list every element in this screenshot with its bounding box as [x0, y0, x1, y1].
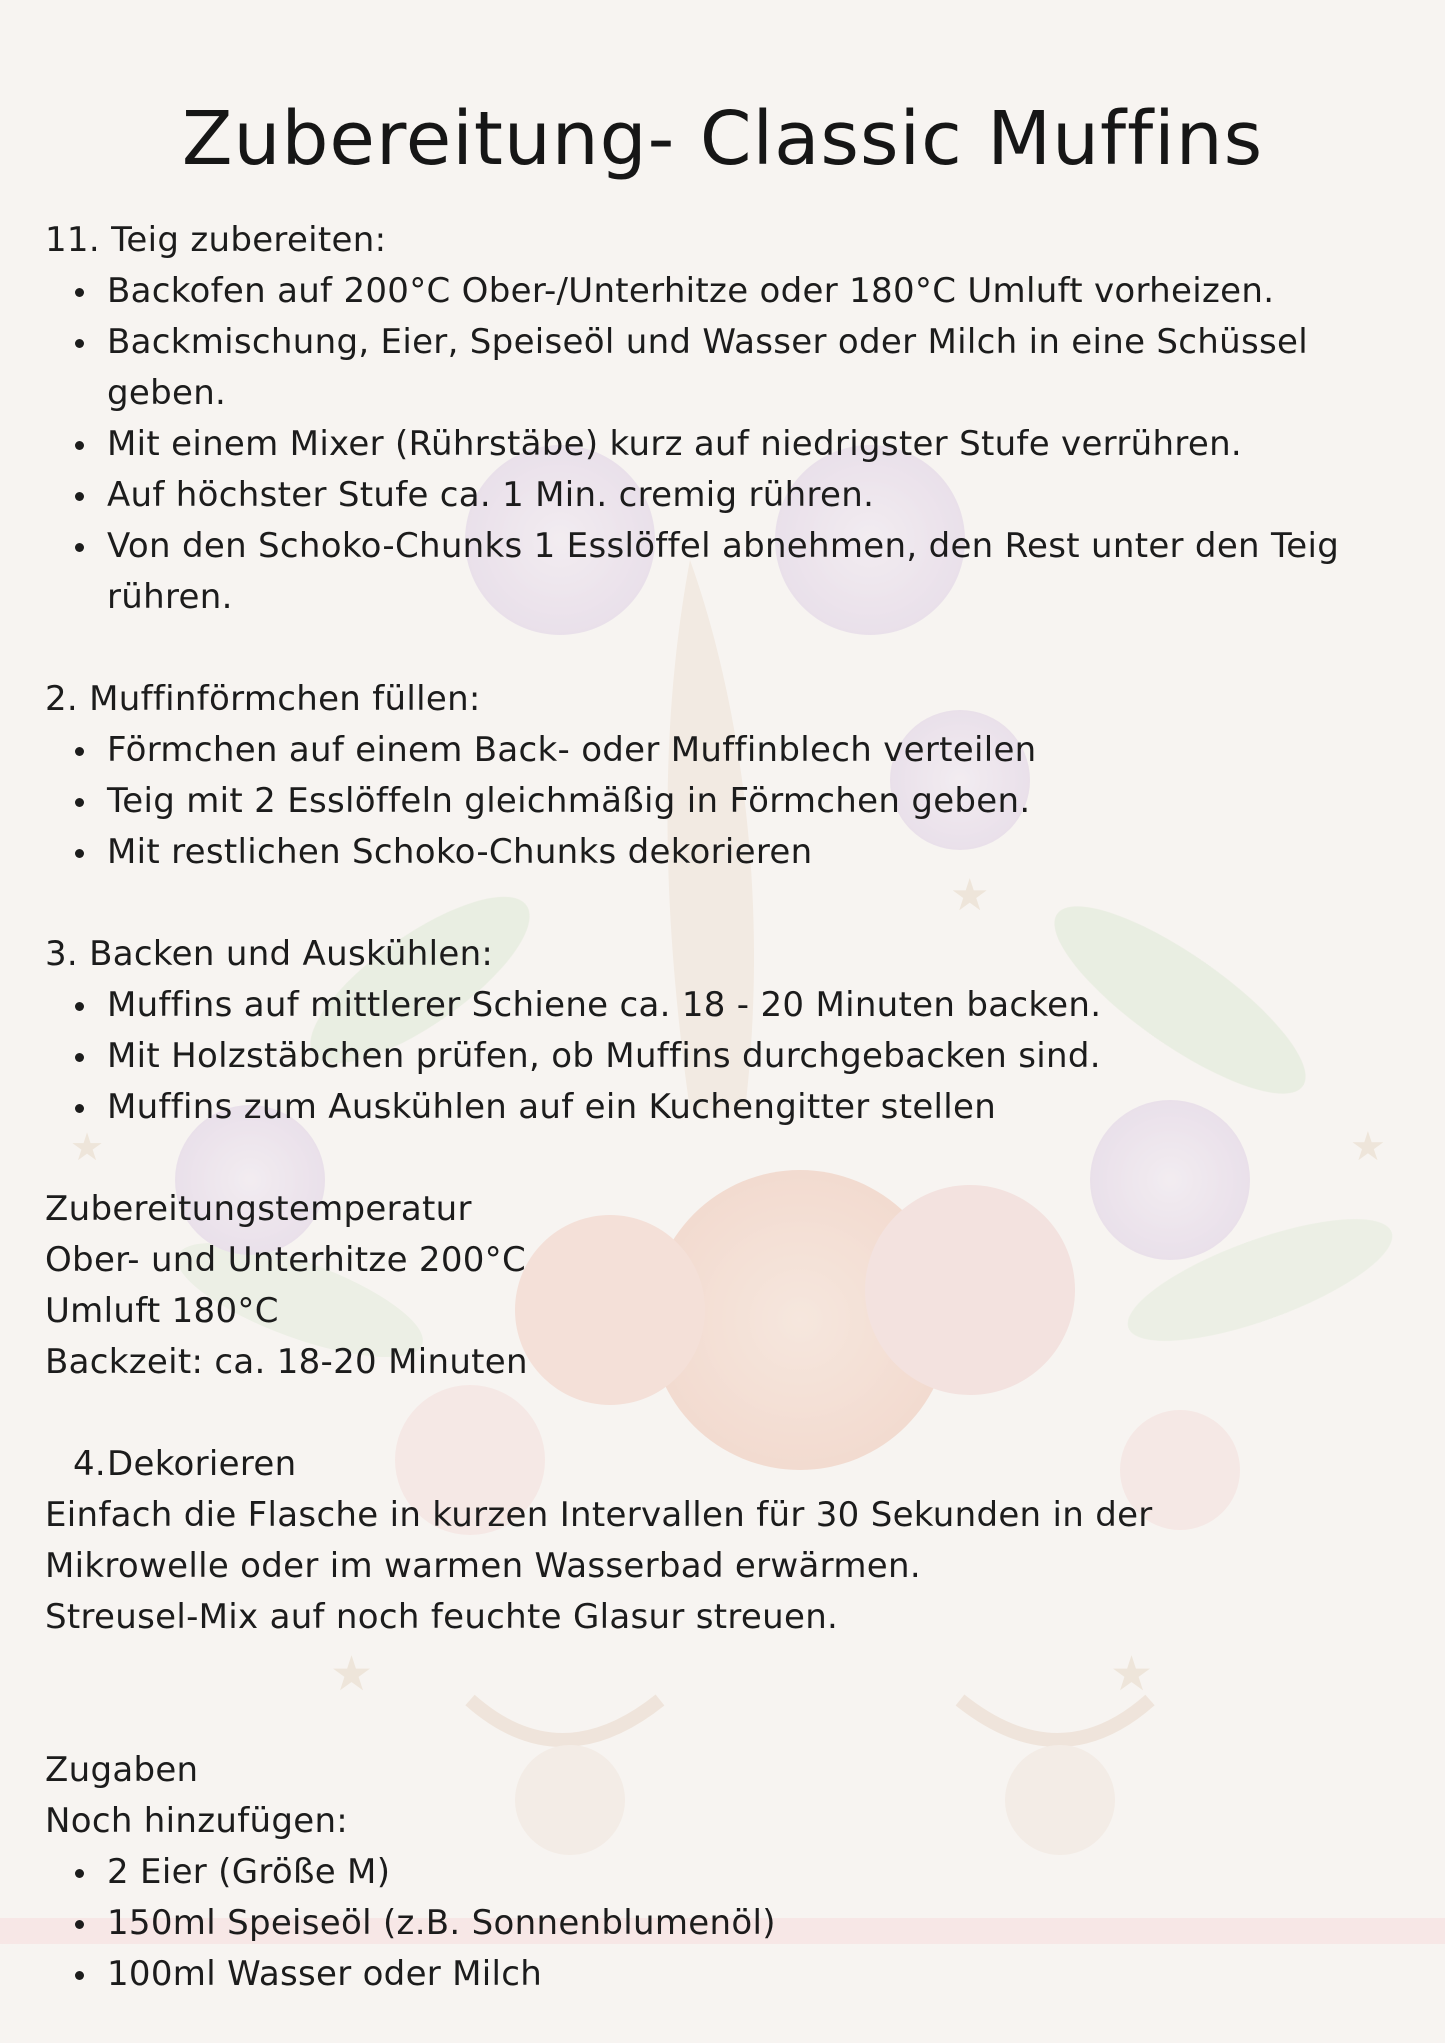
list-item: Teig mit 2 Esslöffeln gleichmäßig in Förmchen geben.	[45, 776, 1405, 827]
list-item: Mit Holzstäbchen prüfen, ob Muffins durchgebacken sind.	[45, 1031, 1405, 1082]
section-4-heading	[45, 1439, 1405, 1490]
section-3-heading: 3. Backen und Auskühlen:	[45, 934, 494, 974]
temperature-line: Umluft 180°C	[45, 1291, 279, 1331]
extras-heading: Zugaben	[45, 1750, 199, 1790]
section-1-list	[45, 266, 1405, 623]
svg-text:★: ★	[1350, 1124, 1386, 1170]
list-item: Backmischung, Eier, Speiseöl und Wasser oder Milch in eine Schüssel geben.	[45, 317, 1405, 419]
list-item: 100ml Wasser oder Milch	[45, 1949, 1405, 2000]
temperature-line: Ober- und Unterhitze 200°C	[45, 1240, 527, 1280]
svg-text:★: ★	[70, 1125, 105, 1169]
temperature-heading: Zubereitungstemperatur	[45, 1189, 472, 1229]
list-item: Von den Schoko-Chunks 1 Esslöffel abnehmen, den Rest unter den Teig rühren.	[45, 521, 1405, 623]
list-item: Backofen auf 200°C Ober-/Unterhitze oder 180°C Umluft vorheizen.	[45, 266, 1405, 317]
section-2-list	[45, 725, 1405, 878]
list-item: Mit einem Mixer (Rührstäbe) kurz auf niedrigster Stufe verrühren.	[45, 419, 1405, 470]
temperature-line: Backzeit: ca. 18-20 Minuten	[45, 1342, 528, 1382]
extras-subheading: Noch hinzufügen:	[45, 1801, 349, 1841]
list-item: Auf höchster Stufe ca. 1 Min. cremig rühren.	[45, 470, 1405, 521]
recipe-content	[45, 215, 1405, 2000]
section-3-list	[45, 980, 1405, 1133]
svg-text:★: ★	[330, 1646, 374, 1702]
section-4-line: Streusel-Mix auf noch feuchte Glasur streuen.	[45, 1597, 839, 1637]
section-4-title: Dekorieren	[107, 1444, 297, 1484]
svg-text:★: ★	[1110, 1646, 1154, 1702]
list-item: Muffins auf mittlerer Schiene ca. 18 - 20 Minuten backen.	[45, 980, 1405, 1031]
section-1-heading: 11. Teig zubereiten:	[45, 220, 387, 260]
list-item: Muffins zum Auskühlen auf ein Kuchengitter stellen	[45, 1082, 1405, 1133]
section-4-line: Einfach die Flasche in kurzen Intervallen für 30 Sekunden in der	[45, 1495, 1153, 1535]
list-item: Förmchen auf einem Back- oder Muffinblech verteilen	[45, 725, 1405, 776]
section-4-number: 4.	[73, 1444, 107, 1484]
list-item: 2 Eier (Größe M)	[45, 1847, 1405, 1898]
section-2-heading: 2. Muffinförmchen füllen:	[45, 679, 481, 719]
svg-text:★: ★	[950, 870, 990, 921]
list-item: 150ml Speiseöl (z.B. Sonnenblumenöl)	[45, 1898, 1405, 1949]
list-item: Mit restlichen Schoko-Chunks dekorieren	[45, 827, 1405, 878]
extras-list	[45, 1847, 1405, 2000]
page-title: Zubereitung- Classic Muffins	[181, 96, 1264, 182]
section-4-line: Mikrowelle oder im warmen Wasserbad erwärmen.	[45, 1546, 921, 1586]
